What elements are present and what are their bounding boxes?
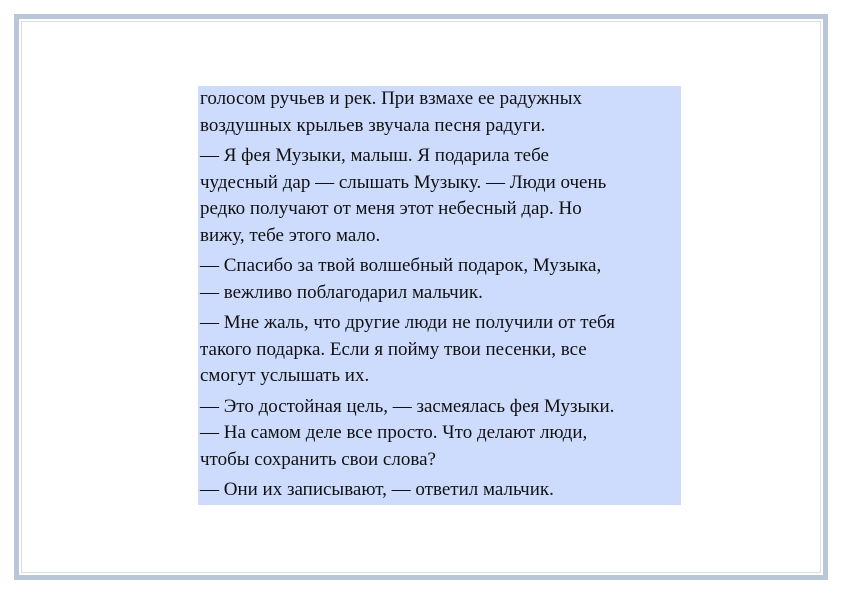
text-line: — Они их записывают, — ответил мальчик. [200, 479, 554, 500]
paragraph-5 [200, 394, 679, 474]
paragraph-2 [200, 143, 679, 249]
paragraph-4 [200, 310, 679, 390]
text-line: чудесный дар — слышать Музыку. — Люди очень [200, 171, 607, 193]
story-text-box [198, 86, 681, 505]
text-line: воздушных крыльев звучала песня радуги. [200, 114, 546, 136]
text-line: голосом ручьев и рек. При взмахе ее радужных [200, 88, 582, 109]
text-line: — Это достойная цель, — засмеялась фея Музыки. [200, 395, 615, 417]
text-line: такого подарка. Если я пойму твои песенки, все [200, 338, 587, 360]
paragraph-6 [200, 477, 679, 504]
text-line: — Я фея Музыки, малыш. Я подарила тебе [200, 145, 549, 166]
text-line: чтобы сохранить свои слова? [200, 448, 436, 470]
paragraph-1 [200, 86, 679, 139]
text-line: — вежливо поблагодарил мальчик. [200, 281, 483, 303]
text-line: редко получают от меня этот небесный дар. Но [200, 198, 582, 219]
text-line: смогут услышать их. [200, 365, 370, 386]
text-line: — Спасибо за твой волшебный подарок, Музыка, [200, 255, 602, 276]
text-line: — Мне жаль, что другие люди не получили от тебя [200, 312, 615, 333]
text-line: — На самом деле все просто. Что делают люди, [200, 422, 588, 443]
text-line: вижу, тебе этого мало. [200, 224, 381, 246]
paragraph-3 [200, 253, 679, 306]
